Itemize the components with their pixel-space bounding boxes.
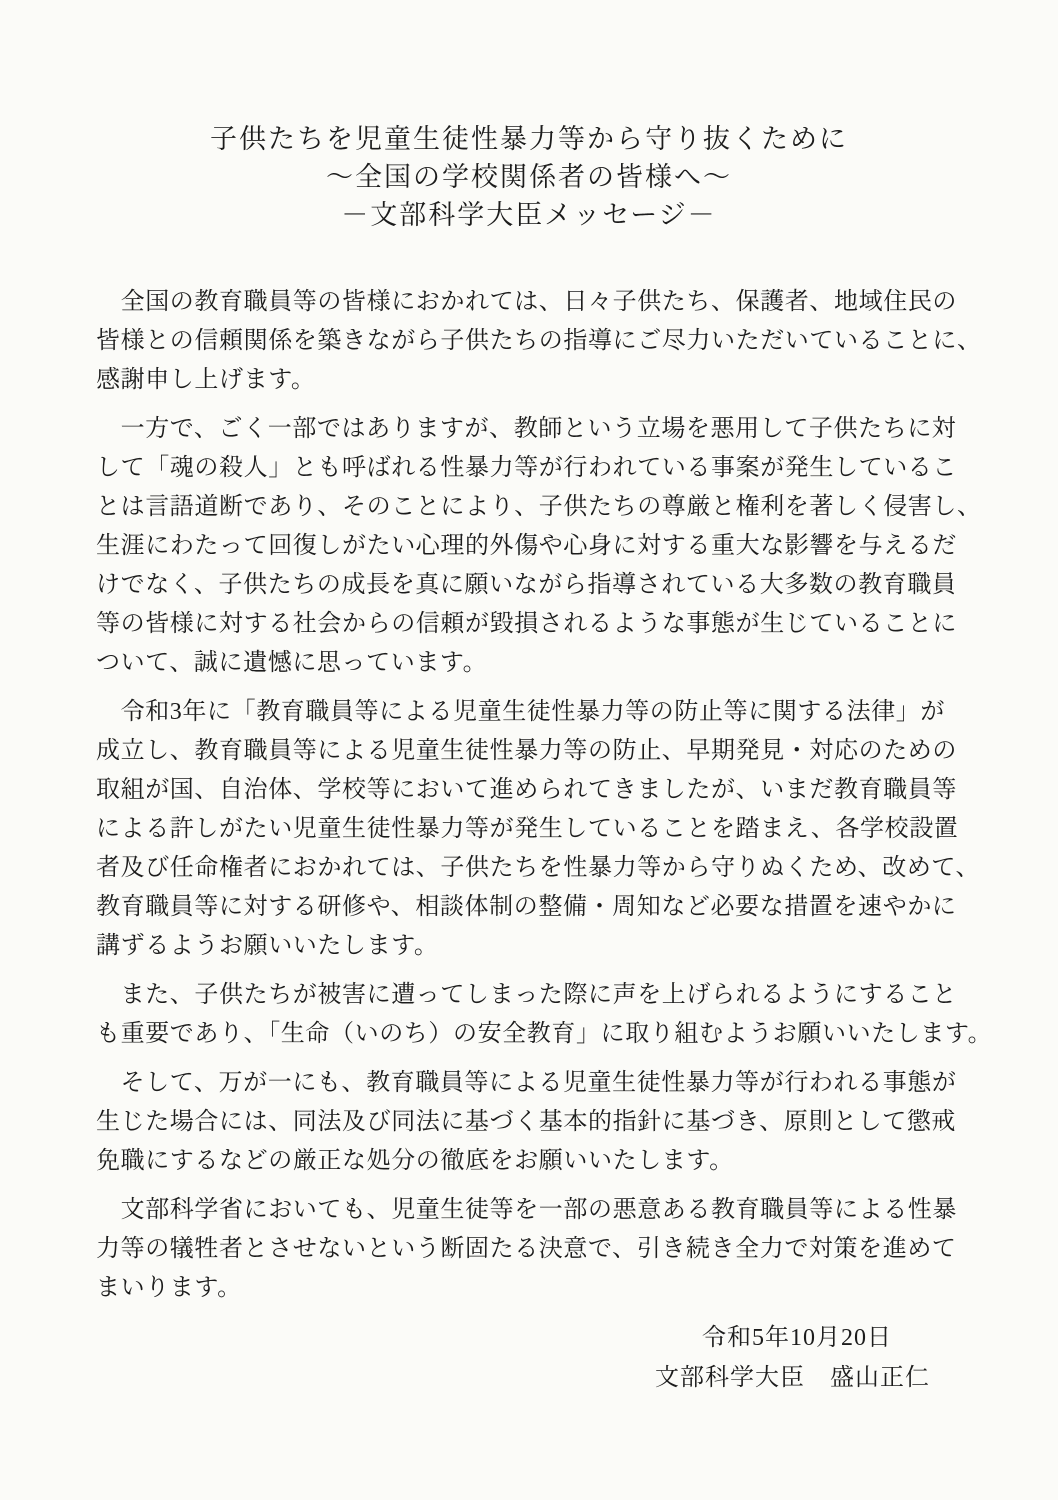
- paragraph-4: [96, 976, 993, 1054]
- text-line: 免職にするなどの厳正な処分の徹底をお願いいたします。: [96, 1148, 734, 1174]
- text-line: 文部科学省においても、児童生徒等を一部の悪意ある教育職員等による性暴: [96, 1197, 957, 1223]
- letter-title-line-2: ～全国の学校関係者の皆様へ～: [326, 162, 732, 192]
- text-line: による許しがたい児童生徒性暴力等が発生していることを踏まえ、各学校設置: [96, 816, 959, 842]
- date-line: 令和5年10月20日: [702, 1325, 892, 1351]
- text-line: ついて、誠に遺憾に思っています。: [96, 650, 488, 676]
- text-line: 感謝申し上げます。: [96, 367, 316, 393]
- text-line: まいります。: [96, 1275, 242, 1301]
- letter-title-block: [0, 120, 1058, 234]
- letter-body: [96, 283, 993, 1308]
- paragraph-3: [96, 693, 981, 966]
- text-line: 力等の犠牲者とさせないという断固たる決意で、引き続き全力で対策を進めて: [96, 1236, 957, 1262]
- text-line: とは言語道断であり、そのことにより、子供たちの尊厳と権利を著しく侵害し、: [96, 494, 982, 520]
- text-line: 講ずるようお願いいたします。: [96, 933, 439, 959]
- text-line: 令和3年に「教育職員等による児童生徒性暴力等の防止等に関する法律」が: [96, 699, 945, 725]
- text-line: 成立し、教育職員等による児童生徒性暴力等の防止、早期発見・対応のための: [96, 738, 957, 764]
- letter-title-line-3: －文部科学大臣メッセージ－: [341, 200, 717, 230]
- signature-block: [0, 1318, 1058, 1398]
- text-line: 一方で、ごく一部ではありますが、教師という立場を悪用して子供たちに対: [96, 416, 957, 442]
- text-line: して「魂の殺人」とも呼ばれる性暴力等が行われている事案が発生しているこ: [96, 455, 957, 481]
- text-line: 取組が国、自治体、学校等において進められてきましたが、いまだ教育職員等: [96, 777, 957, 803]
- paragraph-2: [96, 410, 982, 683]
- text-line: そして、万が一にも、教育職員等による児童生徒性暴力等が行われる事態が: [96, 1070, 957, 1096]
- paragraph-5: [96, 1064, 962, 1181]
- text-line: 皆様との信頼関係を築きながら子供たちの指導にご尽力いただいていることに、: [96, 328, 982, 354]
- paragraph-6: [96, 1191, 962, 1308]
- text-line: 生じた場合には、同法及び同法に基づく基本的指針に基づき、原則として懲戒: [96, 1109, 957, 1135]
- signer-line: 文部科学大臣 盛山正仁: [655, 1365, 930, 1391]
- text-line: けでなく、子供たちの成長を真に願いながら指導されている大多数の教育職員: [96, 572, 957, 598]
- text-line: 等の皆様に対する社会からの信頼が毀損されるような事態が生じていることに: [96, 611, 957, 637]
- letter-title-line-1: 子供たちを児童生徒性暴力等から守り抜くために: [210, 124, 848, 154]
- text-line: も重要であり、「生命（いのち）の安全教育」に取り組むようお願いいたします。: [96, 1021, 993, 1047]
- text-line: 全国の教育職員等の皆様におかれては、日々子供たち、保護者、地域住民の: [96, 289, 957, 315]
- text-line: また、子供たちが被害に遭ってしまった際に声を上げられるようにすること: [96, 982, 957, 1008]
- text-line: 者及び任命権者におかれては、子供たちを性暴力等から守りぬくため、改めて、: [96, 855, 981, 881]
- paragraph-1: [96, 283, 982, 400]
- text-line: 教育職員等に対する研修や、相談体制の整備・周知など必要な措置を速やかに: [96, 894, 957, 920]
- text-line: 生涯にわたって回復しがたい心理的外傷や心身に対する重大な影響を与えるだ: [96, 533, 957, 559]
